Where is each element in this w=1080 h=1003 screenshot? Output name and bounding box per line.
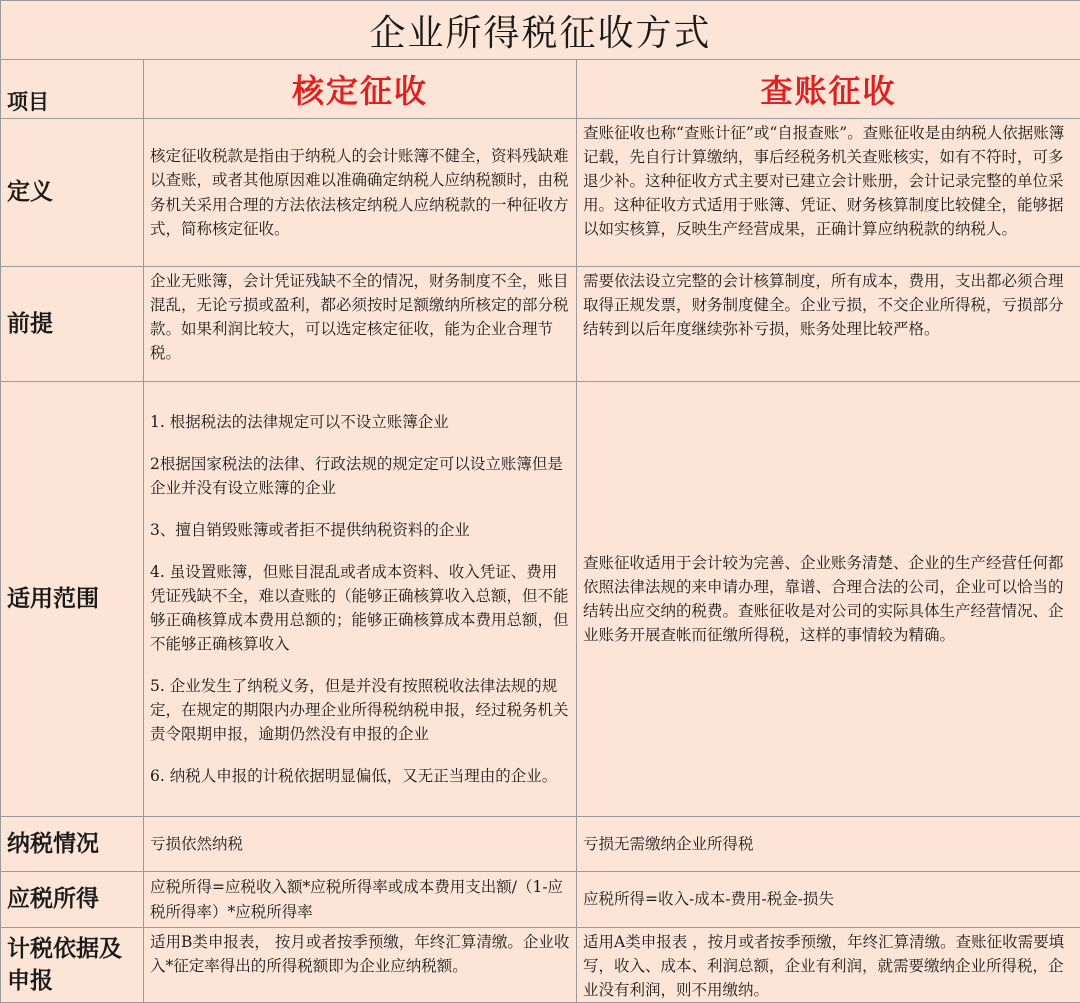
tax-status-audit: 亏损无需缴纳企业所得税	[577, 817, 1080, 872]
basis-assessed: 适用B类申报表， 按月或者按季预缴，年终汇算清缴。企业收入*征定率得出的所得税额即为企业应纳税额。	[144, 928, 577, 1003]
header-col-audit: 查账征收	[577, 60, 1080, 119]
tax-status-assessed: 亏损依然纳税	[144, 817, 577, 872]
taxable-income-audit: 应税所得=收入-成本-费用-税金-损失	[577, 872, 1080, 928]
scope-item: 3、擅自销毁账簿或者拒不提供纳税资料的企业	[150, 520, 470, 539]
definition-audit: 查账征收也称“查账计征”或“自报查账”。查账征收是由纳税人依据账簿记载，先自行计算缴纳，事后经税务机关查账核实，如有不符时，可多退少补。这种征收方式主要对已建立会计账册，会计记录完整的单位采用。这种征收方式适用于账簿、凭证、财务核算制度比较健全，能够据以如实核算，反映生产经营成果，正确计算应纳税款的纳税人。	[577, 119, 1080, 267]
basis-audit: 适用A类申报表 ，按月或者按季预缴，年终汇算清缴。查账征收需要填写，收入、成本、利润总额，企业有利润，就需要缴纳企业所得税，企业没有利润，则不用缴纳。	[577, 928, 1080, 1003]
premise-assessed: 企业无账簿，会计凭证残缺不全的情况，财务制度不全，账目混乱，无论亏损或盈利，都必须按时足额缴纳所核定的部分税款。如果利润比较大，可以选定核定征收，能为企业合理节税。	[144, 267, 577, 382]
scope-item: 2根据国家税法的法律、行政法规的规定定可以设立账簿但是企业并没有设立账簿的企业	[150, 454, 563, 497]
row-label-basis: 计税依据及申报	[1, 928, 144, 1003]
scope-item: 5. 企业发生了纳税义务，但是并没有按照税收法律法规的规定，在规定的期限内办理企业所得税纳税申报，经过税务机关责令限期申报，逾期仍然没有申报的企业	[150, 677, 569, 744]
taxable-income-assessed: 应税所得=应税收入额*应税所得率或成本费用支出额/（1-应税所得率）*应税所得率	[144, 872, 577, 928]
row-label-taxable-income: 应税所得	[1, 872, 144, 928]
scope-item: 4. 虽设置账簿，但账目混乱或者成本资料、收入凭证、费用凭证残缺不全，难以查账的（能够正确核算收入总额，但不能够正确核算成本费用总额的；能够正确核算成本费用总额，但不能够正确核算收入	[150, 562, 569, 654]
page-title: 企业所得税征收方式	[1, 1, 1080, 60]
scope-audit: 查账征收适用于会计较为完善、企业账务清楚、企业的生产经营任何都依照法律法规的来申请办理，靠谱、合理合法的公司，企业可以恰当的结转出应交纳的税费。查账征收是对公司的实际具体生产经营情况、企业账务开展查帐而征缴所得税，这样的事情较为精确。	[577, 382, 1080, 817]
row-label-premise: 前提	[1, 267, 144, 382]
scope-item: 1. 根据税法的法律规定可以不设立账簿企业	[150, 412, 449, 431]
definition-assessed: 核定征收税款是指由于纳税人的会计账簿不健全，资料残缺难以查账，或者其他原因难以准确确定纳税人应纳税额时，由税务机关采用合理的方法依法核定纳税人应纳税款的一种征收方式，简称核定征收。	[144, 119, 577, 267]
scope-item: 6. 纳税人申报的计税依据明显偏低，又无正当理由的企业。	[150, 767, 558, 786]
header-item-label: 项目	[1, 60, 144, 119]
row-label-tax-status: 纳税情况	[1, 817, 144, 872]
header-col-assessed: 核定征收	[144, 60, 577, 119]
scope-assessed-list	[144, 382, 577, 817]
row-label-scope: 适用范围	[1, 382, 144, 817]
premise-audit: 需要依法设立完整的会计核算制度，所有成本，费用，支出都必须合理取得正规发票，财务制度健全。企业亏损，不交企业所得税，亏损部分结转到以后年度继续弥补亏损，账务处理比较严格。	[577, 267, 1080, 382]
row-label-definition: 定义	[1, 119, 144, 267]
